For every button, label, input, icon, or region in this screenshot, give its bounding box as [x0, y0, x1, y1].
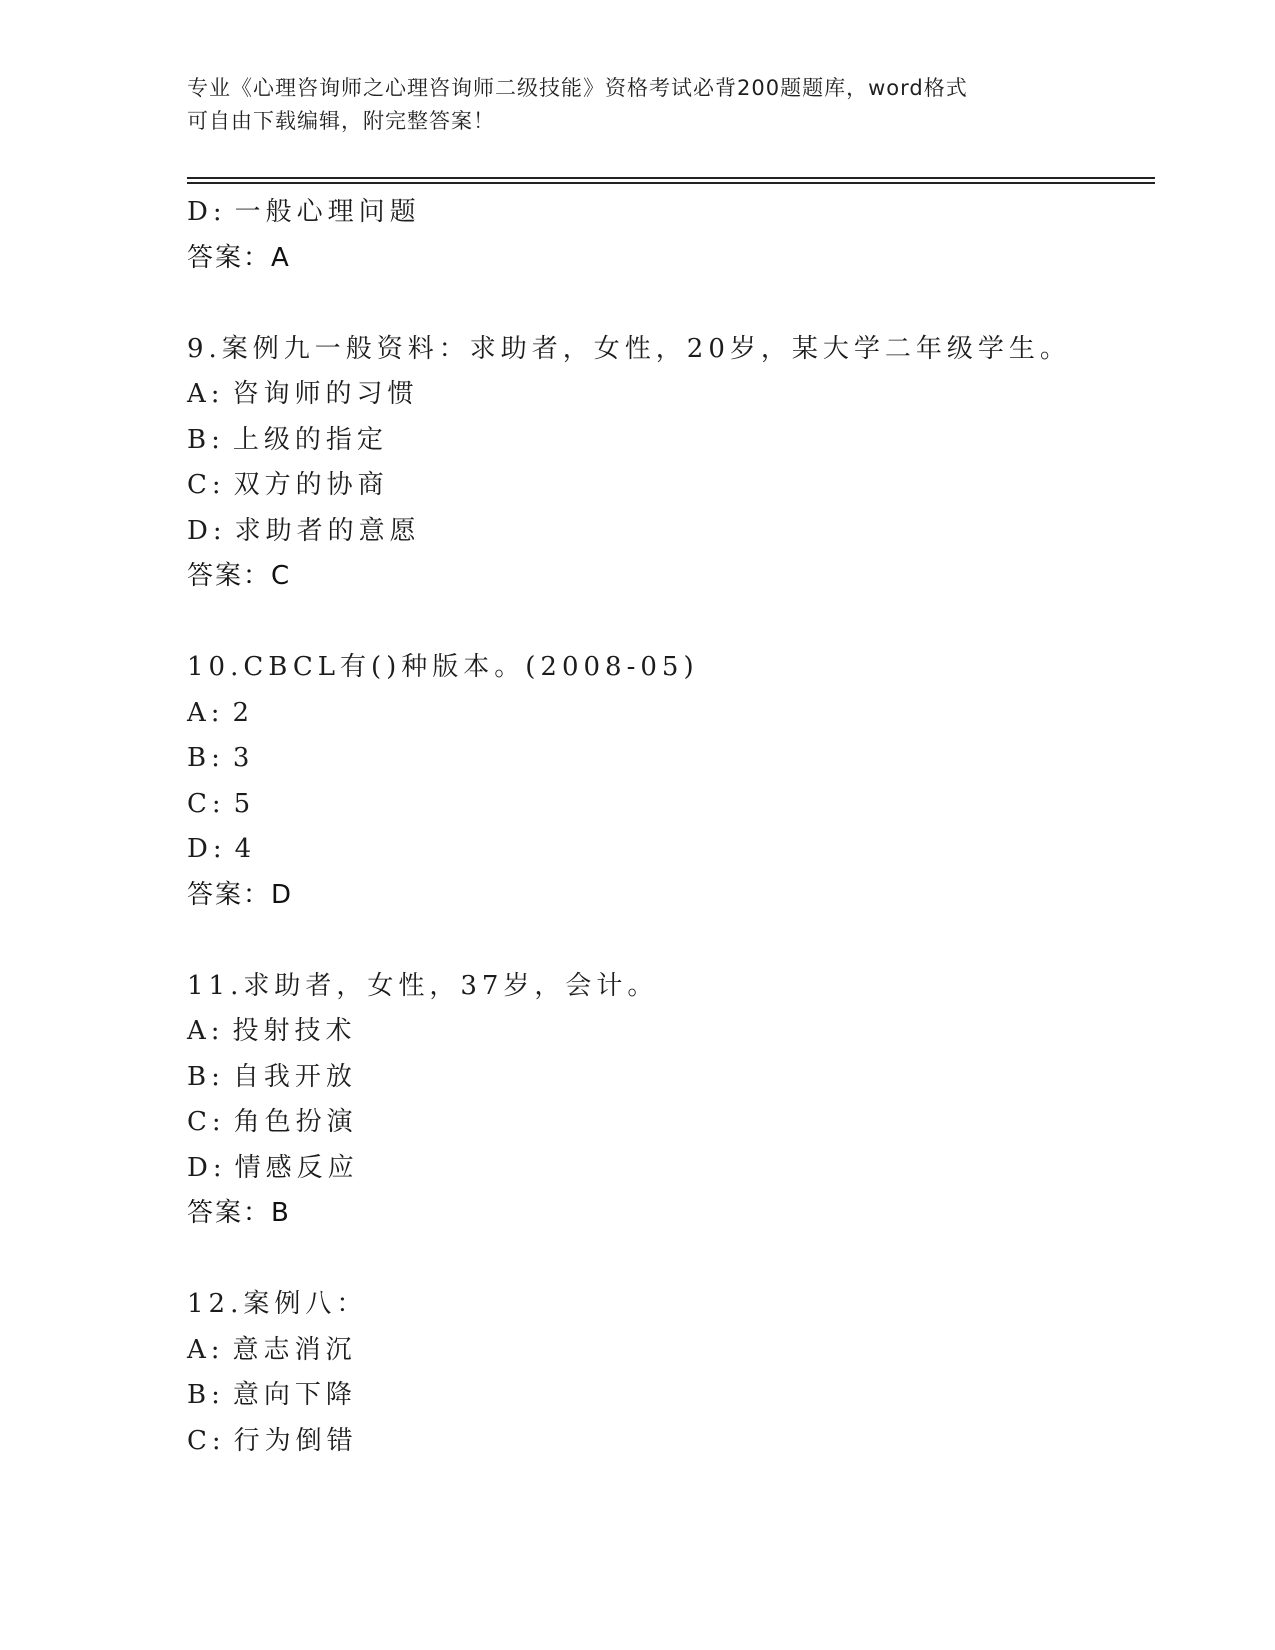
- option-a: A: 投射技术: [187, 1016, 357, 1046]
- option-d: D: 情感反应: [187, 1152, 359, 1183]
- answer-line: 答案：D: [187, 879, 294, 910]
- option-c: C: 5: [187, 788, 256, 819]
- header-divider-bottom: [187, 182, 1155, 184]
- option-a: A: 意志消沉: [187, 1334, 357, 1365]
- option-d: D: 求助者的意愿: [187, 515, 421, 546]
- option-b: B: 上级的指定: [187, 424, 388, 455]
- header-divider-top: [187, 177, 1155, 179]
- option-b: B: 3: [187, 743, 255, 773]
- option-a: A: 2: [187, 697, 255, 728]
- question-11: [187, 964, 1147, 1237]
- question-10: [187, 645, 1147, 918]
- option-b: B: 自我开放: [187, 1061, 357, 1092]
- header-line-1: 专业《心理咨询师之心理咨询师二级技能》资格考试必背200题题库，word格式: [187, 76, 968, 100]
- question-8-continuation: [187, 190, 1147, 281]
- question-stem: 10.CBCL有()种版本。(2008-05): [187, 652, 699, 682]
- question-12: [187, 1282, 1147, 1464]
- question-stem: 9.案例九一般资料：求助者，女性，20岁，某大学二年级学生。: [187, 333, 1071, 364]
- option-a: A: 咨询师的习惯: [187, 379, 419, 409]
- option-b: B: 意向下降: [187, 1380, 357, 1410]
- header-line-2: 可自由下载编辑，附完整答案！: [187, 109, 495, 133]
- question-list: [187, 190, 1147, 1464]
- question-9: [187, 327, 1147, 600]
- option-c: C: 双方的协商: [187, 470, 389, 500]
- option-c: C: 行为倒错: [187, 1425, 358, 1456]
- question-stem: 12.案例八：: [187, 1289, 368, 1319]
- question-stem: 11.求助者，女性，37岁，会计。: [187, 970, 659, 1001]
- answer-line: 答案：C: [187, 561, 292, 591]
- option-c: C: 角色扮演: [187, 1107, 358, 1137]
- option-d: D: 一般心理问题: [187, 197, 421, 227]
- option-d: D: 4: [187, 834, 257, 864]
- answer-line: 答案：A: [187, 242, 291, 273]
- answer-line: 答案：B: [187, 1198, 291, 1228]
- document-header: [187, 72, 1087, 138]
